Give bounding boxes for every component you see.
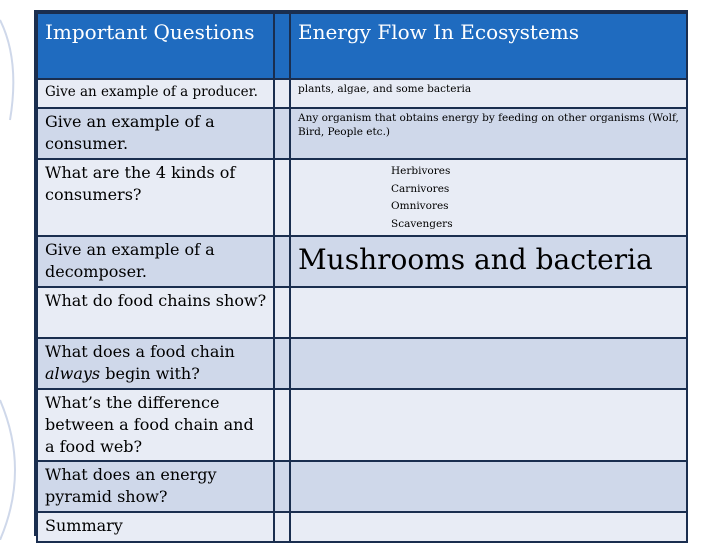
question-cell: What does an energy pyramid show? bbox=[37, 461, 274, 512]
question-cell bbox=[37, 338, 274, 389]
header-row bbox=[37, 13, 687, 79]
questions-table bbox=[36, 12, 688, 543]
consumer-type: Scavengers bbox=[391, 217, 453, 230]
header-right-title: Energy Flow In Ecosystems bbox=[290, 13, 687, 79]
row-gap bbox=[274, 389, 290, 461]
question-emphasis: always bbox=[45, 364, 101, 383]
row-gap bbox=[274, 79, 290, 108]
table-row bbox=[37, 287, 687, 338]
answer-cell bbox=[290, 287, 687, 338]
header-left-title: Important Questions bbox=[37, 13, 274, 79]
answer-cell bbox=[290, 389, 687, 461]
row-gap bbox=[274, 338, 290, 389]
question-cell: Give an example of a producer. bbox=[37, 79, 274, 108]
header-gap bbox=[274, 13, 290, 79]
table-row bbox=[37, 512, 687, 542]
row-gap bbox=[274, 159, 290, 236]
question-cell: Give an example of a decomposer. bbox=[37, 236, 274, 287]
question-cell: What do food chains show? bbox=[37, 287, 274, 338]
table-row bbox=[37, 79, 687, 108]
table-row bbox=[37, 338, 687, 389]
table-row bbox=[37, 236, 687, 287]
consumer-type: Omnivores bbox=[391, 200, 449, 212]
question-cell: Give an example of a consumer. bbox=[37, 108, 274, 159]
question-cell: What’s the difference between a food chain and a food web? bbox=[37, 389, 274, 461]
answer-cell bbox=[290, 512, 687, 542]
table-row bbox=[37, 108, 687, 159]
consumer-type: Carnivores bbox=[391, 182, 450, 195]
question-text: What does a food chain bbox=[45, 342, 235, 361]
row-gap bbox=[274, 461, 290, 512]
consumer-type: Herbivores bbox=[391, 165, 451, 177]
table-row bbox=[37, 159, 687, 236]
question-cell: Summary bbox=[37, 512, 274, 542]
question-cell: What are the 4 kinds of consumers? bbox=[37, 159, 274, 236]
answer-cell: Any organism that obtains energy by feeding on other organisms (Wolf, Bird, People etc.) bbox=[290, 108, 687, 159]
row-gap bbox=[274, 287, 290, 338]
answer-cell bbox=[290, 159, 687, 236]
answer-cell bbox=[290, 461, 687, 512]
row-gap bbox=[274, 108, 290, 159]
answer-cell bbox=[290, 338, 687, 389]
row-gap bbox=[274, 512, 290, 542]
answer-cell: Mushrooms and bacteria bbox=[290, 236, 687, 287]
answer-cell: plants, algae, and some bacteria bbox=[290, 79, 687, 108]
table-row bbox=[37, 389, 687, 461]
question-text: begin with? bbox=[100, 364, 200, 383]
table-row bbox=[37, 461, 687, 512]
row-gap bbox=[274, 236, 290, 287]
